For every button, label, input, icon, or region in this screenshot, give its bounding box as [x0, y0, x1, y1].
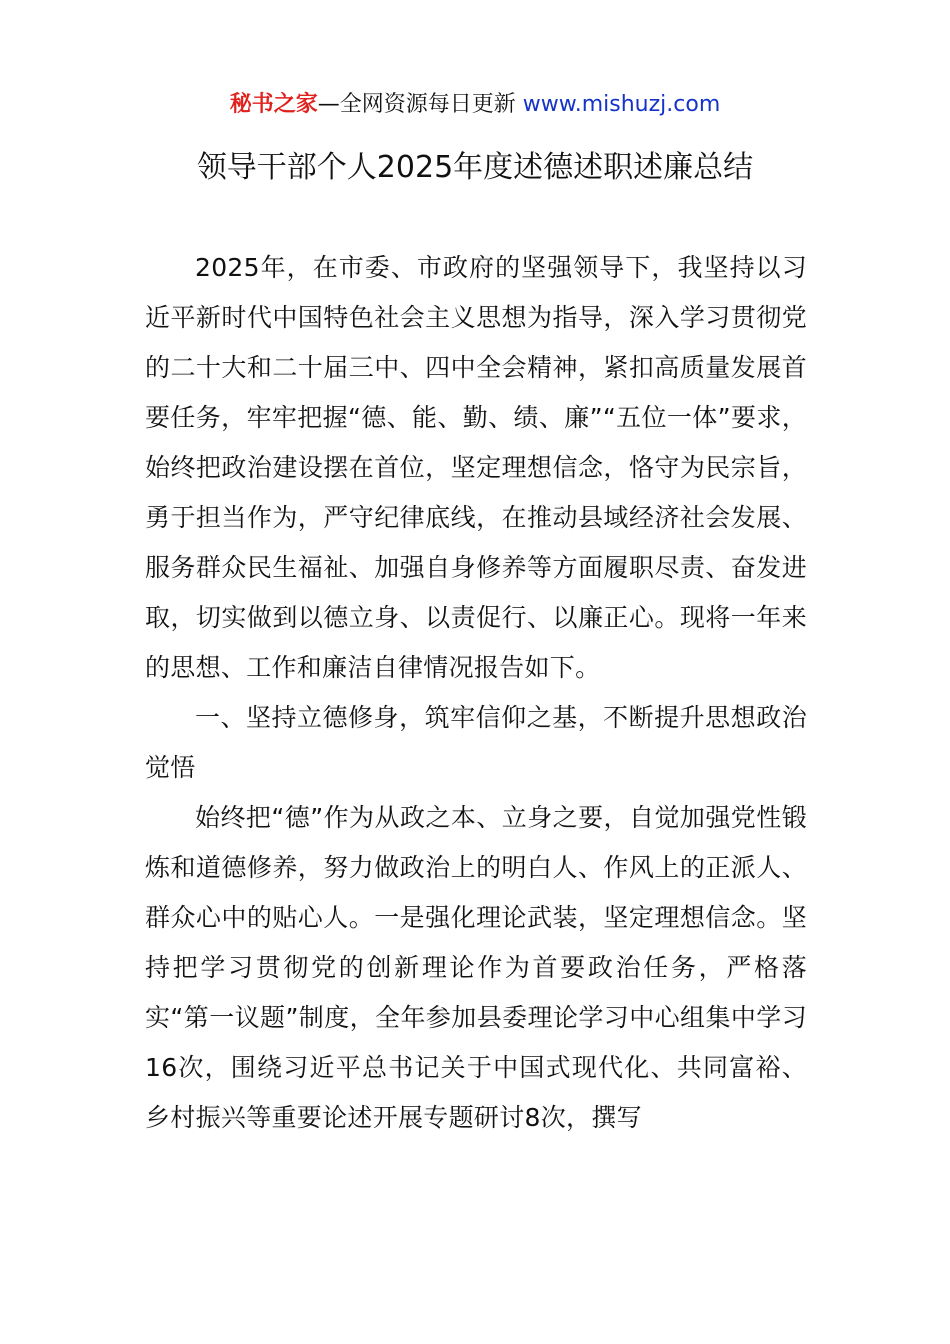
site-header — [0, 88, 950, 122]
site-tagline: —全网资源每日更新 — [317, 92, 523, 117]
document-title: 领导干部个人2025年度述德述职述廉总结 — [196, 150, 754, 185]
intro-paragraph: 2025年，在市委、市政府的坚强领导下，我坚持以习近平新时代中国特色社会主义思想为指导，深入学习贯彻党的二十大和二十届三中、四中全会精神，紧扣高质量发展首要任务，牢牢把握“德、能、勤、绩、廉”“五位一体”要求，始终把政治建设摆在首位，坚定理想信念，恪守为民宗旨，勇于担当作为，严守纪律底线，在推动县域经济社会发展、服务群众民生福祉、加强自身修养等方面履职尽责、奋发进取，切实做到以德立身、以责促行、以廉正心。现将一年来的思想、工作和廉洁自律情况报告如下。 — [145, 253, 807, 682]
document-body — [145, 243, 807, 1143]
site-url-link[interactable]: www.mishuzj.com — [522, 92, 721, 117]
section-heading-1: 一、坚持立德修身，筑牢信仰之基，不断提升思想政治觉悟 — [145, 703, 807, 782]
site-brand: 秘书之家 — [229, 92, 318, 117]
section-paragraph-1: 始终把“德”作为从政之本、立身之要，自觉加强党性锻炼和道德修养，努力做政治上的明白人、作风上的正派人、群众心中的贴心人。一是强化理论武装，坚定理想信念。坚持把学习贯彻党的创新理论作为首要政治任务，严格落实“第一议题”制度，全年参加县委理论学习中心组集中学习16次，围绕习近平总书记关于中国式现代化、共同富裕、乡村振兴等重要论述开展专题研讨8次，撰写 — [145, 803, 807, 1132]
